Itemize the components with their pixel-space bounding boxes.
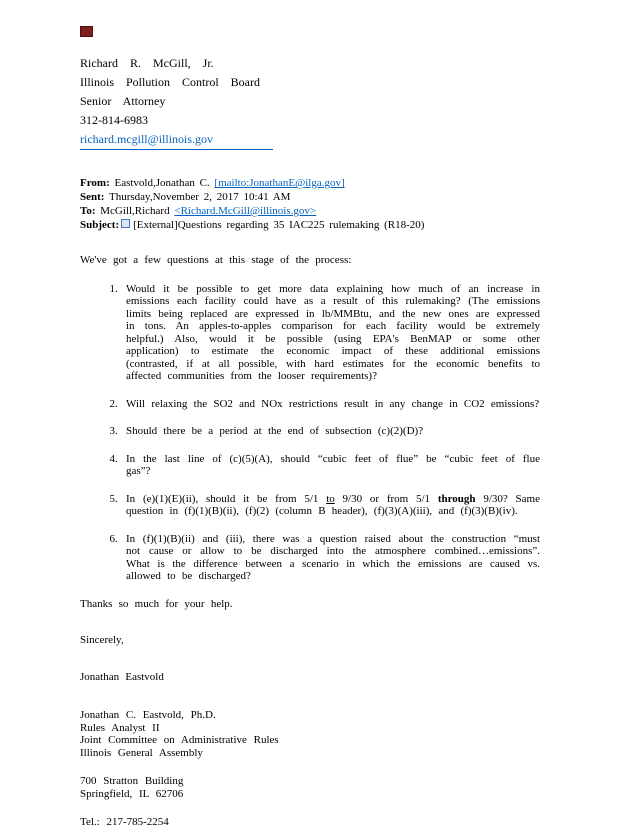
footer-assembly: Illinois General Assembly (80, 746, 203, 759)
footer-identity-group (80, 709, 540, 759)
to-label: To: (80, 205, 96, 217)
signoff-name: Jonathan Eastvold (80, 670, 164, 683)
question-item-4: 4. In the last line of (c)(5)(A), should “cubic feet of flue” be “cubic feet of flue gas”? (124, 453, 540, 478)
footer-address-group (80, 775, 540, 800)
questions-list (80, 283, 540, 583)
footer-address-line2: Springfield, IL 62706 (80, 787, 184, 800)
sender-phone: 312-814-6983 (80, 113, 148, 127)
to-value: McGill,Richard (100, 205, 170, 217)
to-mailto-link[interactable]: <Richard.McGill@illinois.gov> (174, 205, 317, 217)
sender-email-underline (80, 130, 273, 150)
subject-label: Subject: (80, 219, 120, 231)
question-item-2: 2. Will relaxing the SO2 and NOx restrictions result in any change in CO2 emissions? (124, 398, 540, 411)
sent-label: Sent: (80, 191, 105, 203)
from-value: Eastvold,Jonathan C. (114, 177, 210, 189)
sender-organization: Illinois Pollution Control Board (80, 75, 261, 89)
footer-committee: Joint Committee on Administrative Rules (80, 734, 279, 746)
question-item-5 (124, 493, 540, 518)
footer-phone-group (80, 816, 540, 829)
header-from-row (80, 176, 540, 190)
footer-signature-block (80, 709, 540, 829)
footer-name: Jonathan C. Eastvold, Ph.D. (80, 709, 216, 721)
sender-email-link[interactable]: richard.mcgill@illinois.gov (80, 132, 214, 146)
q5-pre: In (e)(1)(E)(ii), should it be from 5/1 (126, 492, 327, 505)
header-sent-row (80, 190, 540, 204)
sent-value: Thursday,November 2, 2017 10:41 AM (109, 191, 291, 203)
thanks-paragraph: Thanks so much for your help. (80, 597, 233, 610)
from-mailto-link[interactable]: [mailto:JonathanE@ilga.gov] (214, 177, 345, 189)
header-subject-row (80, 218, 540, 232)
question-item-1: 1. Would it be possible to get more data explaining how much of an increase in emissions each facility could have as a result of this rulemaking? (The emissions limits being replaced are expressed in lb/MMBtu, and the new ones are expressed in tons. An apples-to-apples comparison for each facility would be extremely helpful.) Also, would it be possible (using EPA's BenMAP or some other application) to estimate the economic impact of these additional emissions (contrasted, if at all possible, with hard estimates for the economic benefits to affected communities from the looser requirements)? (124, 283, 540, 383)
mail-body (80, 254, 540, 683)
footer-address-line1: 700 Stratton Building (80, 775, 184, 787)
footer-telephone: Tel.: 217-785-2254 (80, 816, 169, 828)
closing-paragraph: Sincerely, (80, 634, 124, 646)
q5-through-bold: through (437, 492, 476, 505)
footer-title: Rules Analyst II (80, 721, 160, 734)
sender-name: Richard R. McGill, Jr. (80, 56, 214, 70)
q5-post: 9/30? Same question in (f)(1)(B)(ii), (f)(2) (column B header), (f)(3)(A)(iii), and (f)(3)(B)(iv). (126, 492, 540, 517)
sender-title: Senior Attorney (80, 94, 166, 108)
sender-signature-block (80, 54, 540, 150)
question-item-6: 6. In (f)(1)(B)(ii) and (iii), there was a question raised about the construction “must not cause or allow to be discharged into the atmosphere combined…emissions”. What is the difference between a scenario in which the emissions are caused vs. allowed to be discharged? (124, 533, 540, 583)
question-item-3: 3. Should there be a period at the end of subsection (c)(2)(D)? (124, 425, 540, 438)
q5-to-underlined: to (326, 492, 335, 505)
header-to-row (80, 204, 540, 218)
q5-mid: 9/30 or from 5/1 (334, 492, 438, 505)
mail-header-block (80, 176, 540, 232)
from-label: From: (80, 177, 110, 189)
subject-value: [External]Questions regarding 35 IAC225 rulemaking (R18-20) (133, 219, 425, 231)
subject-flag-icon (121, 219, 130, 228)
broken-image-icon (80, 26, 93, 37)
intro-paragraph: We've got a few questions at this stage of the process: (80, 254, 352, 266)
